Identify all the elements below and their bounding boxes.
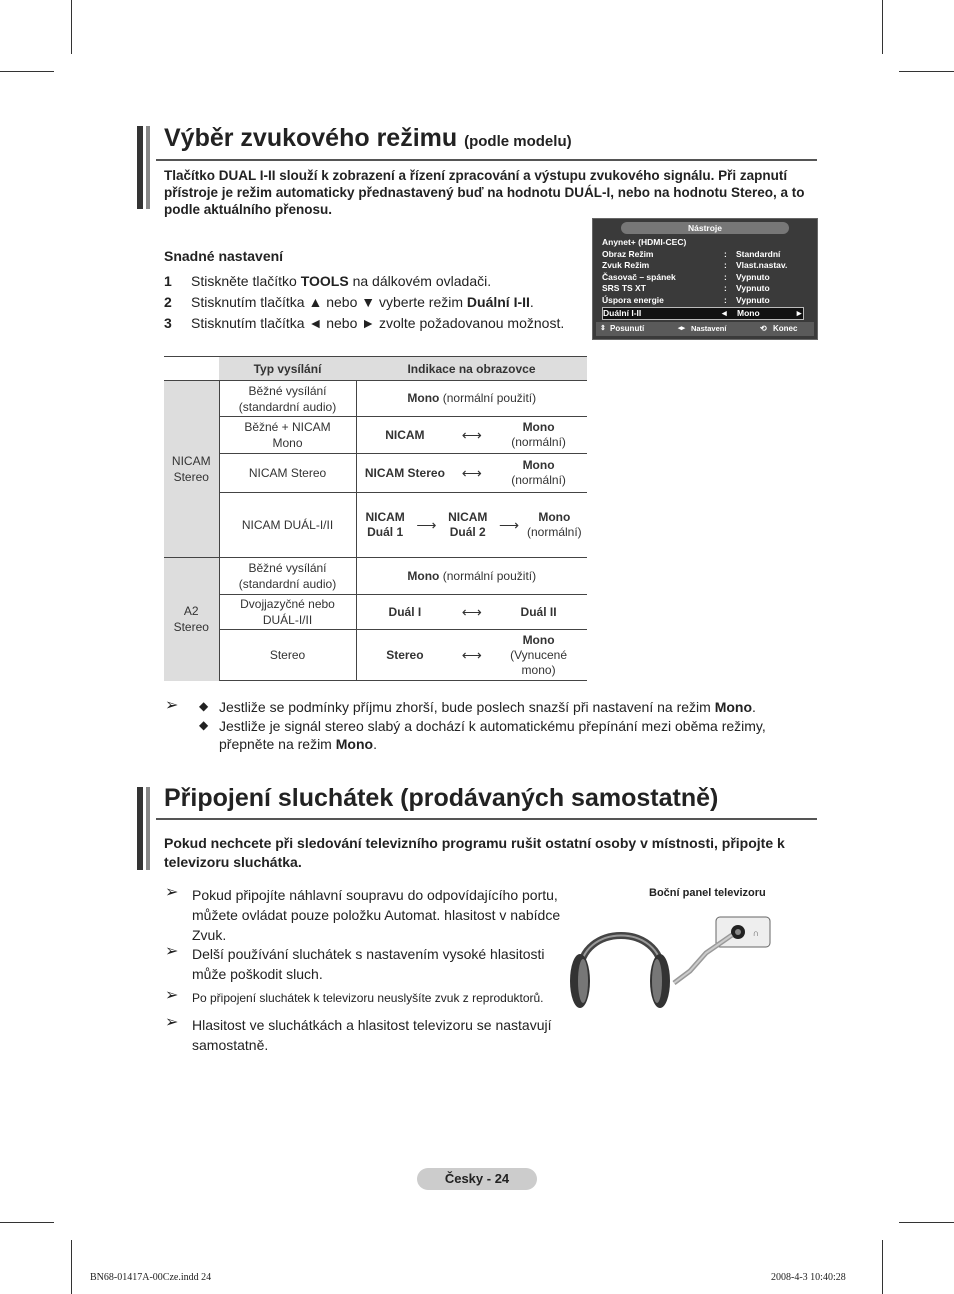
menu-item-label: Zvuk Režim bbox=[602, 260, 650, 271]
menu-item bbox=[602, 307, 804, 320]
menu-item-value: Standardní bbox=[736, 248, 781, 259]
indication-b-note: (normální) bbox=[511, 473, 566, 487]
menu-item-label: Obraz Režim bbox=[602, 248, 654, 259]
menu-item-label: SRS TS XT bbox=[602, 283, 646, 294]
print-file: BN68-01417A-00Cze.indd 24 bbox=[90, 1272, 212, 1283]
section-title: Výběr zvukového režimu (podle modelu) bbox=[164, 124, 572, 152]
menu-item bbox=[602, 295, 802, 306]
note-text-bold: Mono bbox=[714, 699, 753, 715]
indication-cell bbox=[356, 595, 587, 630]
indication-b: Mono bbox=[522, 458, 555, 472]
indication-b-wrap bbox=[499, 605, 579, 620]
header-type: Typ vysílání bbox=[219, 357, 356, 381]
menu-item bbox=[602, 237, 802, 248]
indication-a: NICAM Duál 1 bbox=[365, 510, 405, 539]
indication-c-note: (normální) bbox=[527, 525, 582, 539]
indication-b-wrap bbox=[499, 420, 579, 450]
step-text bbox=[191, 272, 491, 290]
broadcast-type: Běžné vysílání (standardní audio) bbox=[219, 558, 356, 595]
step-number: 3 bbox=[164, 315, 172, 331]
indication-cell bbox=[356, 454, 587, 493]
right-arrow-icon: ⟶ bbox=[499, 516, 520, 533]
heading-bar-light bbox=[146, 787, 150, 870]
step-text-post: na dálkovém ovladači. bbox=[348, 273, 492, 289]
footer-adjust: Nastavení bbox=[691, 324, 727, 333]
indication-b: Mono bbox=[522, 420, 555, 434]
note-text: Hlasitost ve sluchátkách a hlasitost televizoru se nastavují samostatně. bbox=[192, 1017, 552, 1053]
indication-b-note: (Vynucené mono) bbox=[510, 647, 568, 677]
indication-pair bbox=[357, 633, 588, 678]
indication-cell bbox=[356, 493, 587, 558]
table-row bbox=[164, 630, 587, 681]
menu-item-value: Mono bbox=[737, 307, 760, 318]
step-text-pre: Stisknutím tlačítka ◄ nebo ► zvolte požadovanou možnost. bbox=[191, 315, 565, 331]
step-text-bold: TOOLS bbox=[300, 273, 349, 289]
menu-item-label: Časovač – spánek bbox=[602, 271, 676, 282]
menu-item-value: Vypnuto bbox=[736, 271, 770, 282]
menu-item bbox=[602, 260, 802, 271]
right-arrow-icon: ⟶ bbox=[416, 516, 437, 533]
indication-b: Duál II bbox=[520, 604, 557, 619]
section-intro: Tlačítko DUAL I-II slouží k zobrazení a řízení zpracování a výstupu zvukového signálu. Při zapnutí přístroje je režim automaticky přednastavený buď na hodnotu DUÁL-I, nebo na hodnotu Stereo, a to podle aktuálního přenosu. bbox=[164, 168, 805, 217]
table-row bbox=[164, 381, 587, 417]
broadcast-type: Dvojjazyčné nebo DUÁL-I/II bbox=[219, 595, 356, 630]
table-row bbox=[164, 558, 587, 595]
heading-bar-light bbox=[146, 126, 150, 209]
indication-b: Mono bbox=[522, 632, 555, 647]
table-row bbox=[164, 493, 587, 558]
step-number: 2 bbox=[164, 294, 172, 310]
menu-footer bbox=[596, 322, 814, 336]
indication-b-wrap bbox=[442, 510, 494, 540]
step-text-post: . bbox=[529, 294, 534, 310]
note-text: Pokud připojíte náhlavní soupravu do odpovídajícího portu, můžete ovládat pouze položku Automat. hlasitost v nabídce Zvuk. bbox=[192, 887, 561, 943]
indication-pair bbox=[357, 510, 588, 540]
note-arrow-icon: ➢ bbox=[165, 697, 179, 714]
indication-a: Duál I bbox=[388, 604, 422, 619]
menu-colon: : bbox=[724, 283, 727, 294]
note-text: Po připojení sluchátek k televizoru neuslyšíte zvuk z reproduktorů. bbox=[192, 991, 544, 1005]
indication-cell bbox=[356, 381, 587, 417]
diamond-icon: ◆ bbox=[199, 718, 209, 732]
leftright-icon: ◂▸ bbox=[678, 325, 686, 332]
updown-icon: ⇕ bbox=[600, 325, 606, 332]
indication-b-wrap bbox=[499, 458, 579, 488]
broadcast-type: Běžné vysílání (standardní audio) bbox=[219, 381, 356, 417]
broadcast-type: Běžné + NICAM Mono bbox=[219, 417, 356, 454]
tools-menu bbox=[592, 218, 818, 340]
indication-pair bbox=[357, 420, 588, 450]
double-arrow-icon: ⟷ bbox=[461, 646, 482, 663]
step-text bbox=[191, 314, 564, 332]
menu-title: Nástroje bbox=[621, 222, 789, 234]
group-name: A2 Stereo bbox=[164, 558, 219, 681]
menu-colon: : bbox=[724, 295, 727, 305]
menu-item bbox=[602, 272, 802, 283]
note-arrow-icon: ➢ bbox=[165, 987, 179, 1004]
indication-cell bbox=[356, 417, 587, 454]
menu-item-value: Vlast.nastav. bbox=[736, 260, 788, 271]
step-text-pre: Stisknutím tlačítka ▲ nebo ▼ vyberte režim bbox=[191, 294, 467, 310]
double-arrow-icon: ⟷ bbox=[461, 464, 482, 481]
table-row bbox=[164, 417, 587, 454]
note-text-bold: Mono bbox=[335, 736, 374, 752]
indication-pair bbox=[357, 605, 588, 620]
indication-c: Mono bbox=[538, 510, 571, 524]
step-text bbox=[191, 293, 534, 311]
print-date: 2008-4-3 10:40:28 bbox=[771, 1272, 846, 1283]
menu-colon: : bbox=[724, 260, 727, 271]
note-arrow-icon: ➢ bbox=[165, 1014, 179, 1031]
menu-item bbox=[602, 249, 802, 260]
left-arrow-icon: ◄ bbox=[720, 307, 729, 318]
footer-move: Posunutí bbox=[610, 324, 645, 333]
indication-a: Stereo bbox=[386, 647, 424, 662]
indication-cell bbox=[356, 558, 587, 595]
indication-b-wrap bbox=[499, 633, 579, 678]
return-icon: ⟲ bbox=[760, 324, 767, 333]
footer-exit: Konec bbox=[773, 324, 798, 333]
indication-main: Mono bbox=[407, 568, 440, 583]
page-label: Česky - 24 bbox=[417, 1168, 537, 1190]
menu-item bbox=[602, 283, 802, 294]
double-arrow-icon: ⟷ bbox=[461, 603, 482, 620]
note-text-post: . bbox=[373, 736, 377, 752]
menu-item-value: Vypnuto bbox=[736, 295, 770, 305]
menu-item-value: Vypnuto bbox=[736, 283, 770, 294]
header-indication: Indikace na obrazovce bbox=[356, 357, 587, 381]
group-name: NICAM Stereo bbox=[164, 381, 219, 558]
indication-b-note: (normální) bbox=[511, 435, 566, 449]
broadcast-table bbox=[164, 356, 587, 681]
menu-item-label: Anynet+ (HDMI-CEC) bbox=[602, 237, 687, 247]
note-text-post: . bbox=[752, 699, 756, 715]
table-row bbox=[164, 454, 587, 493]
double-arrow-icon: ⟷ bbox=[461, 426, 482, 443]
step-text-bold: Duální I-II bbox=[466, 294, 530, 310]
heading-bar bbox=[137, 787, 143, 870]
indication-main: Mono bbox=[407, 391, 440, 405]
note-text-pre: Jestliže je signál stereo slabý a dochází k automatickému přepínání mezi oběma režimy, přepněte na režim bbox=[219, 718, 766, 752]
indication-note: (normální použití) bbox=[442, 391, 537, 405]
menu-colon: : bbox=[724, 248, 727, 259]
broadcast-type: Stereo bbox=[219, 630, 356, 681]
figure-caption: Boční panel televizoru bbox=[649, 887, 766, 899]
indication-b: NICAM Duál 2 bbox=[448, 510, 488, 539]
diamond-icon: ◆ bbox=[199, 699, 209, 713]
section-rule bbox=[156, 159, 817, 161]
table-row bbox=[164, 595, 587, 630]
note-arrow-icon: ➢ bbox=[165, 884, 179, 901]
section-rule bbox=[156, 818, 817, 820]
note-arrow-icon: ➢ bbox=[165, 943, 179, 960]
svg-text:∩: ∩ bbox=[752, 928, 760, 938]
section2-title: Připojení sluchátek (prodávaných samostatně) bbox=[164, 784, 719, 812]
section2-intro: Pokud nechcete při sledování televizního programu rušit ostatní osoby v místnosti, připojte k televizoru sluchátka. bbox=[164, 835, 785, 870]
indication-cell bbox=[356, 630, 587, 681]
menu-item-label: Úspora energie bbox=[602, 295, 664, 305]
note-text bbox=[219, 698, 779, 716]
menu-item-label: Duální I-II bbox=[603, 307, 642, 318]
easy-setup-heading: Snadné nastavení bbox=[164, 248, 284, 264]
heading-bar bbox=[137, 126, 143, 209]
indication-pair bbox=[357, 458, 588, 488]
note-text-pre: Jestliže se podmínky příjmu zhorší, bude poslech snazší při nastavení na režim bbox=[219, 699, 715, 715]
indication-c-wrap bbox=[524, 510, 584, 540]
note-text bbox=[219, 717, 779, 753]
table-header bbox=[164, 357, 587, 381]
step-text-pre: Stiskněte tlačítko bbox=[191, 273, 301, 289]
right-arrow-icon: ► bbox=[795, 307, 804, 318]
indication-note: (normální použití) bbox=[442, 568, 537, 583]
headphones-illustration bbox=[566, 905, 776, 1013]
note-text: Delší používání sluchátek s nastavením vysoké hlasitosti může poškodit sluch. bbox=[192, 946, 545, 982]
broadcast-type: NICAM Stereo bbox=[219, 454, 356, 493]
broadcast-type: NICAM DUÁL-I/II bbox=[219, 493, 356, 558]
indication-a: NICAM Stereo bbox=[364, 465, 445, 480]
step-number: 1 bbox=[164, 273, 172, 289]
menu-colon: : bbox=[724, 271, 727, 282]
indication-a: NICAM bbox=[385, 427, 425, 442]
